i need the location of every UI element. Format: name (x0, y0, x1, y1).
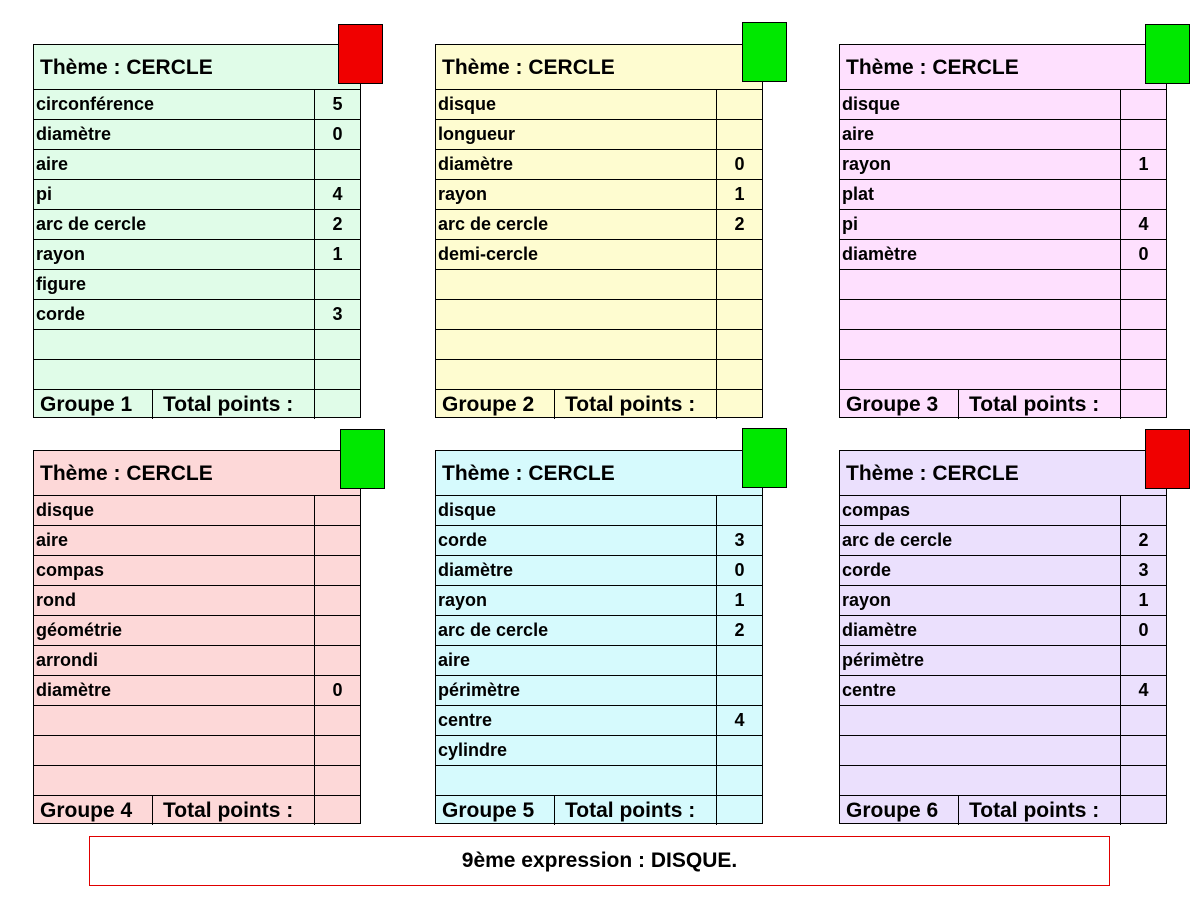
theme-label: Thème : (40, 56, 121, 79)
word-row (840, 706, 1166, 736)
total-points-value (314, 796, 360, 825)
word-row (34, 706, 360, 736)
word-cell: arc de cercle (438, 620, 549, 640)
theme-value: CERCLE (528, 462, 615, 485)
word-cell: diamètre (842, 244, 918, 264)
green-flag-marker (1145, 24, 1190, 84)
points-cell: 2 (314, 210, 360, 239)
word-row (840, 586, 1166, 616)
points-cell (716, 646, 762, 675)
theme-value: CERCLE (126, 462, 213, 485)
word-cell: rayon (842, 590, 892, 610)
points-cell (716, 330, 762, 359)
word-cell (840, 330, 1120, 359)
word-row (436, 736, 762, 766)
points-cell: 1 (716, 586, 762, 615)
word-cell (436, 360, 716, 389)
theme-value: CERCLE (932, 462, 1019, 485)
word-row (840, 120, 1166, 150)
word-cell (34, 330, 314, 359)
word-row (34, 300, 360, 330)
card-footer (34, 796, 360, 825)
points-cell: 1 (314, 240, 360, 269)
word-row (436, 120, 762, 150)
word-cell: diamètre (438, 154, 514, 174)
card-footer (34, 390, 360, 419)
word-row (34, 270, 360, 300)
word-row (436, 616, 762, 646)
points-cell (716, 240, 762, 269)
word-cell: disque (438, 500, 497, 520)
points-cell (314, 150, 360, 179)
group-label: Groupe 4 (34, 796, 153, 825)
word-row (436, 180, 762, 210)
word-cell: périmètre (438, 680, 521, 700)
word-row (34, 360, 360, 390)
word-cell: diamètre (438, 560, 514, 580)
word-row (840, 240, 1166, 270)
word-cell: centre (438, 710, 493, 730)
word-row (840, 300, 1166, 330)
word-row (34, 496, 360, 526)
word-row (840, 496, 1166, 526)
score-card-group-2 (435, 44, 763, 418)
points-cell (1120, 270, 1166, 299)
points-cell: 0 (1120, 240, 1166, 269)
score-card-group-5 (435, 450, 763, 824)
points-cell (716, 360, 762, 389)
word-cell: pi (842, 214, 858, 234)
card-footer (436, 796, 762, 825)
word-row (840, 646, 1166, 676)
points-cell: 2 (716, 210, 762, 239)
word-cell: aire (842, 124, 875, 144)
card-footer (436, 390, 762, 419)
word-row (34, 150, 360, 180)
points-cell (1120, 120, 1166, 149)
points-cell (1120, 90, 1166, 119)
score-card-group-6 (839, 450, 1167, 824)
total-points-label: Total points : (565, 799, 696, 822)
word-cell: aire (36, 154, 69, 174)
word-cell: aire (36, 530, 69, 550)
word-cell: plat (842, 184, 875, 204)
points-cell: 3 (314, 300, 360, 329)
word-cell: diamètre (842, 620, 918, 640)
points-cell (314, 586, 360, 615)
word-row (436, 496, 762, 526)
theme-label: Thème : (846, 56, 927, 79)
score-card-group-3 (839, 44, 1167, 418)
points-cell (716, 120, 762, 149)
points-cell: 1 (716, 180, 762, 209)
word-cell: rayon (36, 244, 86, 264)
total-points-label: Total points : (163, 393, 294, 416)
word-cell (34, 766, 314, 795)
word-row (436, 766, 762, 796)
card-header (840, 451, 1166, 496)
word-row (436, 90, 762, 120)
points-cell (1120, 706, 1166, 735)
theme-label: Thème : (442, 56, 523, 79)
group-label: Groupe 6 (840, 796, 959, 825)
points-cell (716, 736, 762, 765)
word-cell (436, 330, 716, 359)
word-row (840, 150, 1166, 180)
points-cell (1120, 766, 1166, 795)
word-cell: rayon (438, 590, 488, 610)
score-card-group-4 (33, 450, 361, 824)
points-cell: 0 (314, 120, 360, 149)
points-cell: 5 (314, 90, 360, 119)
total-points-value (314, 390, 360, 419)
card-header (34, 45, 360, 90)
points-cell (1120, 330, 1166, 359)
word-cell (840, 300, 1120, 329)
total-points-value (716, 796, 762, 825)
group-label: Groupe 5 (436, 796, 555, 825)
word-cell (34, 360, 314, 389)
points-cell (716, 90, 762, 119)
word-cell: figure (36, 274, 87, 294)
points-cell: 0 (1120, 616, 1166, 645)
group-label: Groupe 2 (436, 390, 555, 419)
word-row (34, 586, 360, 616)
points-cell (314, 646, 360, 675)
points-cell: 3 (1120, 556, 1166, 585)
word-row (436, 676, 762, 706)
total-points-value (716, 390, 762, 419)
points-cell (716, 496, 762, 525)
total-points-value (1120, 390, 1166, 419)
points-cell (314, 270, 360, 299)
word-row (34, 766, 360, 796)
word-row (436, 300, 762, 330)
theme-value: CERCLE (528, 56, 615, 79)
group-label: Groupe 3 (840, 390, 959, 419)
word-cell: compas (36, 560, 105, 580)
card-footer (840, 390, 1166, 419)
word-cell: rayon (842, 154, 892, 174)
total-points-value (1120, 796, 1166, 825)
word-cell (840, 736, 1120, 765)
word-cell: corde (842, 560, 892, 580)
word-cell: périmètre (842, 650, 925, 670)
word-cell: disque (842, 94, 901, 114)
word-cell: arc de cercle (842, 530, 953, 550)
word-cell: corde (438, 530, 488, 550)
theme-label: Thème : (846, 462, 927, 485)
word-cell (34, 736, 314, 765)
green-flag-marker (742, 22, 787, 82)
word-cell (436, 270, 716, 299)
card-footer (840, 796, 1166, 825)
green-flag-marker (340, 429, 385, 489)
word-cell: diamètre (36, 680, 112, 700)
points-cell (314, 496, 360, 525)
theme-label: Thème : (40, 462, 121, 485)
word-row (436, 360, 762, 390)
word-row (34, 736, 360, 766)
word-row (34, 180, 360, 210)
total-points-label: Total points : (565, 393, 696, 416)
word-cell: pi (36, 184, 52, 204)
word-cell (34, 706, 314, 735)
word-row (34, 646, 360, 676)
word-cell: arc de cercle (438, 214, 549, 234)
red-flag-marker (338, 24, 383, 84)
points-cell (314, 330, 360, 359)
word-row (840, 210, 1166, 240)
word-cell: rond (36, 590, 76, 610)
points-cell (1120, 360, 1166, 389)
points-cell (1120, 736, 1166, 765)
theme-value: CERCLE (126, 56, 213, 79)
word-row (34, 616, 360, 646)
word-row (34, 90, 360, 120)
word-cell (840, 270, 1120, 299)
word-row (34, 676, 360, 706)
points-cell: 4 (1120, 676, 1166, 705)
word-cell: corde (36, 304, 86, 324)
points-cell (314, 706, 360, 735)
card-header (436, 45, 762, 90)
word-row (436, 526, 762, 556)
word-cell: cylindre (438, 740, 508, 760)
word-row (840, 616, 1166, 646)
word-row (840, 766, 1166, 796)
points-cell (1120, 496, 1166, 525)
word-row (34, 556, 360, 586)
total-points-label: Total points : (163, 799, 294, 822)
word-row (840, 180, 1166, 210)
word-row (436, 330, 762, 360)
word-row (840, 90, 1166, 120)
word-row (436, 270, 762, 300)
points-cell (314, 736, 360, 765)
word-cell: aire (438, 650, 471, 670)
word-row (436, 210, 762, 240)
theme-value: CERCLE (932, 56, 1019, 79)
points-cell (716, 676, 762, 705)
points-cell (314, 360, 360, 389)
points-cell (1120, 646, 1166, 675)
word-cell: circonférence (36, 94, 155, 114)
card-header (34, 451, 360, 496)
total-points-label: Total points : (969, 799, 1100, 822)
theme-label: Thème : (442, 462, 523, 485)
expression-banner: 9ème expression : DISQUE. (89, 836, 1110, 886)
word-row (436, 240, 762, 270)
word-row (34, 526, 360, 556)
word-cell: arc de cercle (36, 214, 147, 234)
word-row (34, 330, 360, 360)
word-row (840, 676, 1166, 706)
points-cell (314, 766, 360, 795)
word-row (436, 556, 762, 586)
word-cell: arrondi (36, 650, 99, 670)
points-cell: 0 (314, 676, 360, 705)
word-row (34, 120, 360, 150)
word-row (436, 706, 762, 736)
points-cell (314, 616, 360, 645)
points-cell: 4 (1120, 210, 1166, 239)
word-cell: centre (842, 680, 897, 700)
points-cell (314, 526, 360, 555)
points-cell (1120, 300, 1166, 329)
word-row (840, 270, 1166, 300)
word-row (840, 736, 1166, 766)
total-points-label: Total points : (969, 393, 1100, 416)
word-cell (840, 766, 1120, 795)
card-header (436, 451, 762, 496)
points-cell: 3 (716, 526, 762, 555)
points-cell: 2 (716, 616, 762, 645)
word-cell (436, 300, 716, 329)
word-cell: longueur (438, 124, 515, 144)
word-cell (436, 766, 716, 795)
word-row (840, 556, 1166, 586)
points-cell: 2 (1120, 526, 1166, 555)
word-cell: disque (36, 500, 95, 520)
word-cell (840, 706, 1120, 735)
points-cell (716, 300, 762, 329)
word-cell: disque (438, 94, 497, 114)
green-flag-marker (742, 428, 787, 488)
points-cell: 4 (716, 706, 762, 735)
word-row (436, 586, 762, 616)
word-row (840, 526, 1166, 556)
word-cell: demi-cercle (438, 244, 539, 264)
points-cell: 1 (1120, 586, 1166, 615)
word-cell (840, 360, 1120, 389)
points-cell: 4 (314, 180, 360, 209)
word-row (840, 330, 1166, 360)
card-header (840, 45, 1166, 90)
word-cell: compas (842, 500, 911, 520)
points-cell (716, 766, 762, 795)
points-cell: 0 (716, 556, 762, 585)
word-cell: diamètre (36, 124, 112, 144)
word-cell: rayon (438, 184, 488, 204)
word-row (840, 360, 1166, 390)
points-cell (716, 270, 762, 299)
score-card-group-1 (33, 44, 361, 418)
points-cell: 0 (716, 150, 762, 179)
points-cell (314, 556, 360, 585)
word-row (34, 210, 360, 240)
word-row (34, 240, 360, 270)
group-label: Groupe 1 (34, 390, 153, 419)
word-cell: géométrie (36, 620, 123, 640)
points-cell: 1 (1120, 150, 1166, 179)
word-row (436, 646, 762, 676)
red-flag-marker (1145, 429, 1190, 489)
word-row (436, 150, 762, 180)
points-cell (1120, 180, 1166, 209)
